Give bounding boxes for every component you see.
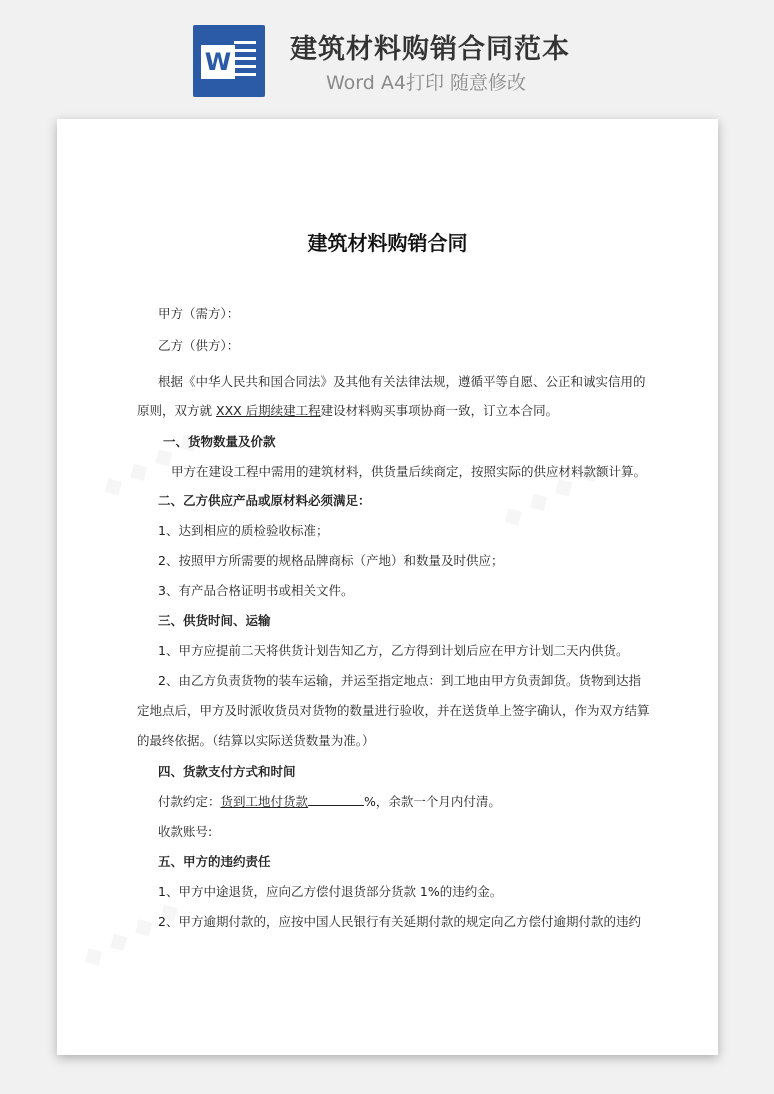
intro-paragraph-line: 原则，双方就 XXX 后期续建工程建设材料购买事项协商一致，订立本合同。: [137, 403, 559, 418]
list-item: 2、甲方逾期付款的，应按中国人民银行有关延期付款的规定向乙方偿付逾期付款的违约: [158, 914, 641, 929]
document-title: 建筑材料购销合同: [307, 231, 468, 255]
project-name: XXX 后期续建工程: [216, 403, 321, 418]
list-item-continued: 定地点后，甲方及时派收货员对货物的数量进行验收，并在送货单上签字确认，作为双方结算: [137, 703, 650, 718]
list-item: 1、甲方中途退货，应向乙方偿付退货部分货款 1%的违约金。: [158, 884, 503, 899]
header-banner: [0, 0, 774, 115]
list-item: 1、甲方应提前二天将供货计划告知乙方，乙方得到计划后应在甲方计划二天内供货。: [158, 643, 629, 658]
list-item: 3、有产品合格证明书或相关文件。: [158, 583, 354, 598]
section-heading: 三、供货时间、运输: [158, 613, 271, 628]
section-heading: 二、乙方供应产品或原材料必须满足：: [158, 493, 371, 508]
list-item: 1、达到相应的质检验收标准；: [158, 523, 329, 538]
banner-subtitle: Word A4打印 随意修改: [326, 72, 527, 94]
payment-percent-blank: [308, 793, 364, 806]
word-icon: [193, 25, 265, 97]
party-b-line: 乙方（供方）：: [158, 338, 240, 353]
payment-terms-line: 付款约定：货到工地付货款 %，余款一个月内付清。: [158, 794, 501, 809]
paragraph-line: 甲方在建设工程中需用的建筑材料，供货量后续商定，按照实际的供应材料款额计算。: [171, 464, 647, 479]
list-item-continued: 的最终依据。（结算以实际送货数量为准。）: [137, 733, 375, 748]
intro-paragraph-line: 根据《中华人民共和国合同法》及其他有关法律法规，遵循平等自愿、公正和诚实信用的: [158, 374, 646, 389]
list-item: 2、由乙方负责货物的装车运输，并运至指定地点：到工地由甲方负责卸货。货物到达指: [158, 673, 641, 688]
document-lines-icon: [234, 41, 256, 79]
watermark: [77, 894, 185, 974]
document-page: [57, 119, 718, 1055]
payment-term-value: 货到工地付货款: [220, 794, 309, 809]
word-logo-letter: W: [201, 45, 235, 79]
account-line: 收款账号:: [158, 824, 213, 839]
section-heading: 四、货款支付方式和时间: [158, 764, 296, 779]
banner-title: 建筑材料购销合同范本: [290, 34, 570, 65]
section-heading: 一、货物数量及价款: [163, 434, 276, 449]
list-item: 2、按照甲方所需要的规格品牌商标（产地）和数量及时供应；: [158, 553, 504, 568]
section-heading: 五、甲方的违约责任: [158, 854, 271, 869]
party-a-line: 甲方（需方）：: [158, 306, 240, 321]
